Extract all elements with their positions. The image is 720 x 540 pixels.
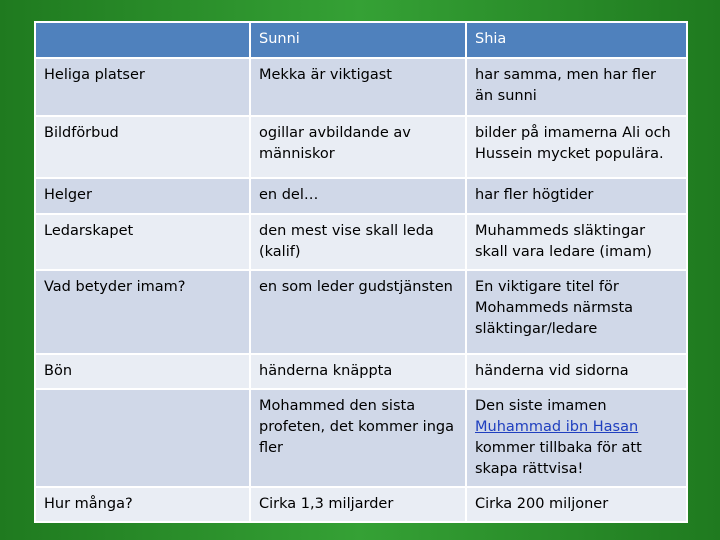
shia-cell: händerna vid sidorna bbox=[466, 354, 687, 389]
row-label: Vad betyder imam? bbox=[35, 270, 250, 354]
sunni-cell: ogillar avbildande av människor bbox=[250, 116, 466, 178]
header-cell-shia: Shia bbox=[466, 22, 687, 58]
shia-cell: En viktigare titel för Mohammeds närmsta släktingar/ledare bbox=[466, 270, 687, 354]
sunni-cell: Cirka 1,3 miljarder bbox=[250, 487, 466, 522]
table-row bbox=[35, 354, 687, 389]
shia-cell: Cirka 200 miljoner bbox=[466, 487, 687, 522]
row-label: Heliga platser bbox=[35, 58, 250, 116]
sunni-cell: en del… bbox=[250, 178, 466, 214]
table-row bbox=[35, 178, 687, 214]
shia-cell: Muhammeds släktingar skall vara ledare (imam) bbox=[466, 214, 687, 270]
row-label: Bön bbox=[35, 354, 250, 389]
sunni-cell: Mohammed den sista profeten, det kommer inga fler bbox=[250, 389, 466, 487]
row-label: Ledarskapet bbox=[35, 214, 250, 270]
shia-text-after: kommer tillbaka för att skapa rättvisa! bbox=[475, 440, 642, 477]
table-row bbox=[35, 389, 687, 487]
shia-cell: har fler högtider bbox=[466, 178, 687, 214]
shia-text-before: Den siste imamen bbox=[475, 398, 607, 414]
shia-cell: bilder på imamerna Ali och Hussein mycket populära. bbox=[466, 116, 687, 178]
shia-cell: har samma, men har fler än sunni bbox=[466, 58, 687, 116]
comparison-table bbox=[34, 21, 688, 523]
muhammad-ibn-hasan-link[interactable]: Muhammad ibn Hasan bbox=[475, 419, 639, 435]
sunni-cell: den mest vise skall leda (kalif) bbox=[250, 214, 466, 270]
sunni-cell: händerna knäppta bbox=[250, 354, 466, 389]
row-label: Hur många? bbox=[35, 487, 250, 522]
sunni-cell: Mekka är viktigast bbox=[250, 58, 466, 116]
table-row bbox=[35, 116, 687, 178]
sunni-cell: en som leder gudstjänsten bbox=[250, 270, 466, 354]
table-row bbox=[35, 487, 687, 522]
shia-cell bbox=[466, 389, 687, 487]
table-row bbox=[35, 270, 687, 354]
header-cell-empty bbox=[35, 22, 250, 58]
row-label: Bildförbud bbox=[35, 116, 250, 178]
header-cell-sunni: Sunni bbox=[250, 22, 466, 58]
table-row bbox=[35, 214, 687, 270]
row-label: Helger bbox=[35, 178, 250, 214]
row-label bbox=[35, 389, 250, 487]
table-row bbox=[35, 58, 687, 116]
table-header-row bbox=[35, 22, 687, 58]
